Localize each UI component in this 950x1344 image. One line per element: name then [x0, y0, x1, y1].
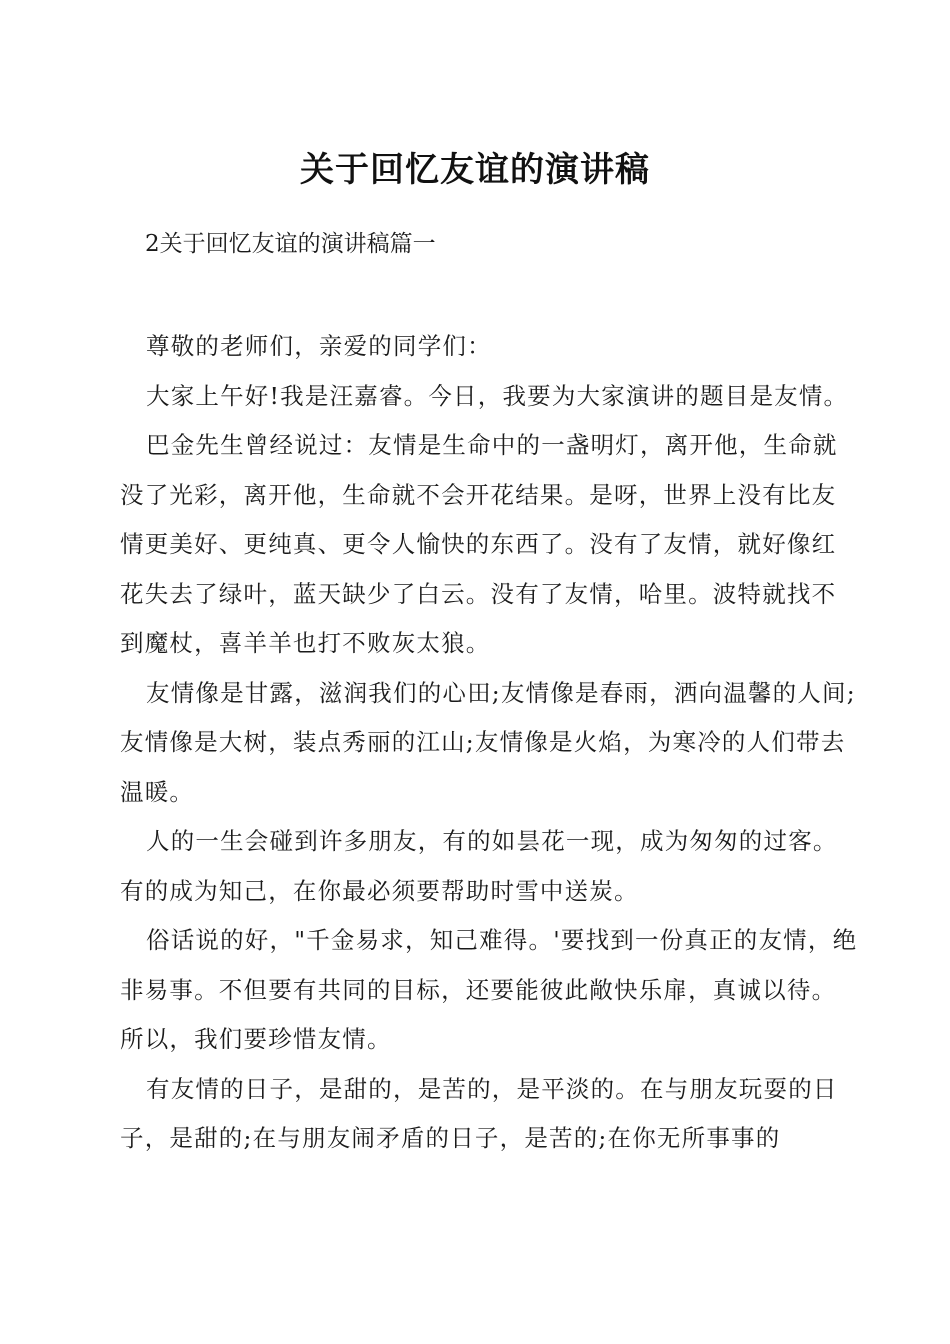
document-subtitle: 2关于回忆友谊的演讲稿篇一: [145, 231, 436, 257]
paragraph-quote: 巴金先生曾经说过：友情是生命中的一盏明灯，离开他，生命就没了光彩，离开他，生命就不会开花结果。是呀，世界上没有比友情更美好、更纯真、更令人愉快的东西了。没有了友情，就好像红花失去了绿叶，蓝天缺少了白云。没有了友情，哈里。波特就找不到魔杖，喜羊羊也打不败灰太狼。: [120, 431, 838, 657]
paragraph-metaphor: 友情像是甘露，滋润我们的心田;友情像是春雨，洒向温馨的人间;友情像是大树，装点秀丽的江山;友情像是火焰，为寒冷的人们带去温暖。: [120, 678, 856, 806]
paragraph-intro: 大家上午好!我是汪嘉睿。今日，我要为大家演讲的题目是友情。: [146, 381, 849, 410]
document-body: [120, 322, 860, 1164]
paragraph-friends: 人的一生会碰到许多朋友，有的如昙花一现，成为匆匆的过客。有的成为知己，在你最必须要帮助时雪中送炭。: [120, 827, 838, 905]
paragraph-greeting: 尊敬的老师们，亲爱的同学们：: [146, 332, 492, 360]
paragraph-proverb: 俗话说的好，"千金易求，知己难得。'要找到一份真正的友情，绝非易事。不但要有共同的目标，还要能彼此敞快乐扉，真诚以待。所以，我们要珍惜友情。: [120, 926, 858, 1053]
document-title: 关于回忆友谊的演讲稿: [300, 150, 650, 190]
paragraph-days: 有友情的日子，是甜的，是苦的，是平淡的。在与朋友玩耍的日子，是甜的;在与朋友闹矛盾的日子，是苦的;在你无所事事的: [120, 1074, 838, 1152]
